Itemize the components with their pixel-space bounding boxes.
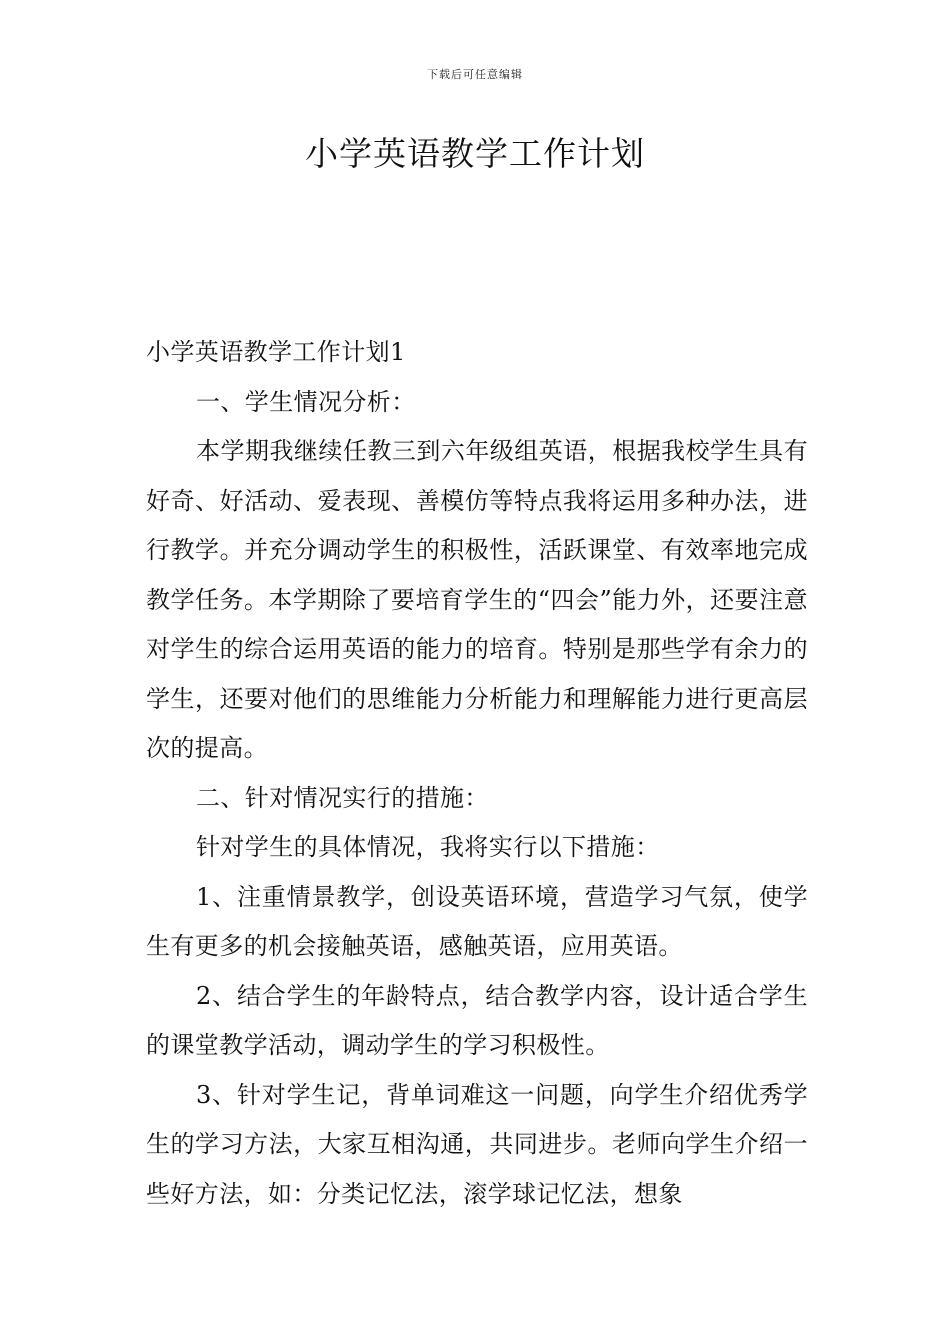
list-item-measure-3: 3、针对学生记，背单词难这一问题，向学生介绍优秀学生的学习方法，大家互相沟通，共同进步。老师向学生介绍一些好方法，如：分类记忆法，滚学球记忆法，想象 (146, 1080, 808, 1208)
document-body (146, 328, 808, 1219)
subheading-measures: 二、针对情况实行的措施： (196, 783, 489, 812)
section-heading: 小学英语教学工作计划1 (146, 338, 406, 366)
list-item-measure-2: 2、结合学生的年龄特点，结合教学内容，设计适合学生的课堂教学活动，调动学生的学习积极性。 (146, 981, 808, 1059)
header-note: 下载后可任意编辑 (427, 68, 523, 81)
subheading-student-analysis: 一、学生情况分析： (196, 387, 416, 416)
paragraph-measures-intro: 针对学生的具体情况，我将实行以下措施： (196, 833, 660, 861)
list-item-measure-1: 1、注重情景教学，创设英语环境，营造学习气氛，使学生有更多的机会接触英语，感触英语，应用英语。 (146, 882, 808, 960)
paragraph-student-analysis: 本学期我继续任教三到六年级组英语，根据我校学生具有好奇、好活动、爱表现、善模仿等特点我将运用多种办法，进行教学。并充分调动学生的积极性，活跃课堂、有效率地完成教学任务。本学期除了要培育学生的“四会”能力外，还要注意对学生的综合运用英语的能力的培育。特别是那些学有余力的学生，还要对他们的思维能力分析能力和理解能力进行更高层次的提高。 (146, 437, 808, 762)
document-title: 小学英语教学工作计划 (305, 134, 645, 173)
